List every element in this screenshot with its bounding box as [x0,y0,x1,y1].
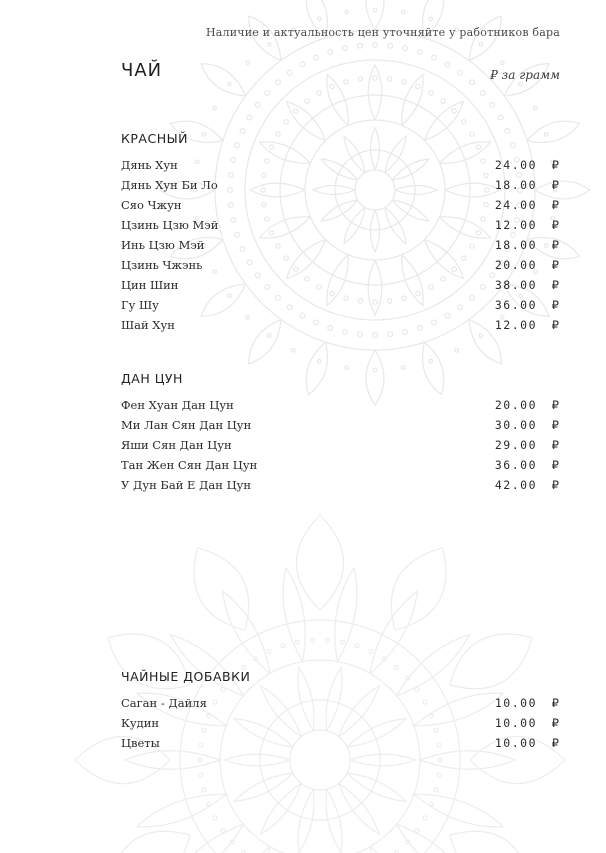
item-price: 12.00 [494,318,537,332]
item-name: Дянь Хун [121,158,178,172]
currency-icon: ₽ [551,418,559,432]
item-price: 18.00 [494,238,537,252]
currency-icon: ₽ [551,258,559,272]
item-price: 24.00 [494,198,537,212]
item-price: 24.00 [494,158,537,172]
item-name: Цветы [121,736,160,750]
menu-item [121,238,559,258]
currency-icon: ₽ [551,298,559,312]
section-dan-cun [121,371,559,498]
section-title: ЧАЙНЫЕ ДОБАВКИ [121,669,251,684]
menu-item [121,478,559,498]
item-name: Дянь Хун Би Ло [121,178,218,192]
currency-icon: ₽ [551,458,559,472]
item-name: Сяо Чжун [121,198,182,212]
item-name: Тан Жен Сян Дан Цун [121,458,258,472]
item-name: У Дун Бай Е Дан Цун [121,478,252,492]
currency-icon: ₽ [551,238,559,252]
section-red-tea [121,131,559,338]
menu-item [121,736,559,756]
menu-item [121,178,559,198]
currency-icon: ₽ [551,198,559,212]
item-name: Кудин [121,716,160,730]
currency-icon: ₽ [551,278,559,292]
menu-item [121,398,559,418]
item-name: Цзинь Чжэнь [121,258,203,272]
item-name: Гу Шу [121,298,159,312]
menu-item [121,298,559,318]
item-price: 10.00 [494,696,537,710]
item-name: Фен Хуан Дан Цун [121,398,234,412]
menu-item [121,418,559,438]
currency-icon: ₽ [551,716,559,730]
item-price: 42.00 [494,478,537,492]
item-price: 38.00 [494,278,537,292]
item-price: 30.00 [494,418,537,432]
item-name: Саган - Дайля [121,696,207,710]
item-price: 12.00 [494,218,537,232]
menu-item [121,716,559,736]
menu-item [121,696,559,716]
item-price: 10.00 [494,716,537,730]
menu-item [121,198,559,218]
section-title: КРАСНЫЙ [121,131,188,146]
currency-icon: ₽ [551,438,559,452]
currency-icon: ₽ [551,398,559,412]
currency-icon: ₽ [551,178,559,192]
currency-icon: ₽ [551,318,559,332]
item-price: 20.00 [494,258,537,272]
menu-item [121,158,559,178]
item-price: 10.00 [494,736,537,750]
item-price: 36.00 [494,458,537,472]
currency-icon: ₽ [551,158,559,172]
menu-item [121,438,559,458]
item-price: 29.00 [494,438,537,452]
availability-notice: Наличие и актуальность цен уточняйте у работников бара [205,26,560,39]
menu-item [121,278,559,298]
item-price: 20.00 [494,398,537,412]
item-name: Шай Хун [121,318,175,332]
currency-icon: ₽ [551,736,559,750]
item-name: Цин Шин [121,278,179,292]
currency-icon: ₽ [551,696,559,710]
item-price: 18.00 [494,178,537,192]
section-tea-additions [121,669,559,756]
item-name: Яши Сян Дан Цун [121,438,232,452]
section-title: ДАН ЦУН [121,371,183,386]
item-name: Цзинь Цзю Мэй [121,218,219,232]
page-title: ЧАЙ [121,60,163,81]
currency-icon: ₽ [551,218,559,232]
menu-item [121,458,559,478]
item-name: Ми Лан Сян Дан Цун [121,418,252,432]
menu-item [121,258,559,278]
currency-icon: ₽ [551,478,559,492]
price-unit-note: ₽ за грамм [490,68,560,82]
item-name: Инь Цзю Мэй [121,238,205,252]
menu-item [121,318,559,338]
menu-item [121,218,559,238]
item-price: 36.00 [494,298,537,312]
